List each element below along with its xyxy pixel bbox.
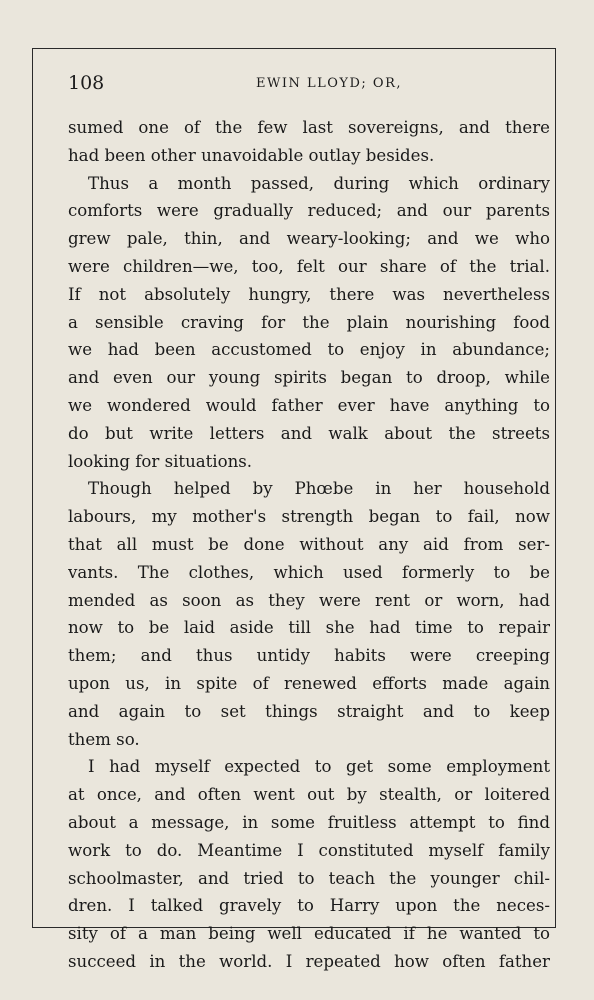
text-line: grew pale, thin, and weary-looking; and we who (68, 229, 550, 249)
page-number: 108 (68, 72, 105, 94)
text-line: a sensible craving for the plain nourishing food (68, 312, 550, 332)
text-line: at once, and often went out by stealth, or loitered (68, 785, 550, 805)
text-line: succeed in the world. I repeated how often father (68, 951, 550, 971)
text-line: Though helped by Phœbe in her household (88, 479, 550, 499)
text-line: now to be laid aside till she had time to repair (68, 618, 550, 638)
text-line: I had myself expected to get some employment (88, 757, 550, 777)
running-title: EWIN LLOYD; OR, (255, 76, 402, 91)
text-line: we had been accustomed to enjoy in abundance; (68, 340, 550, 360)
text-line: had been other unavoidable outlay besides. (68, 145, 435, 165)
text-line: dren. I talked gravely to Harry upon the neces- (68, 896, 550, 916)
text-line: comforts were gradually reduced; and our parents (68, 201, 550, 221)
text-line: that all must be done without any aid from ser- (68, 534, 550, 554)
text-line: were children—we, too, felt our share of the trial. (68, 256, 550, 276)
text-line: mended as soon as they were rent or worn, had (68, 590, 550, 610)
text-line: work to do. Meantime I constituted myself family (68, 840, 550, 860)
text-line: and even our young spirits began to droop, while (68, 368, 550, 388)
text-line: and again to set things straight and to keep (68, 701, 550, 721)
text-line: do but write letters and walk about the streets (68, 423, 550, 443)
text-line: we wondered would father ever have anything to (68, 395, 550, 415)
text-line: about a message, in some fruitless attempt to find (68, 812, 550, 832)
text-line: labours, my mother's strength began to fail, now (68, 507, 550, 527)
text-line: them so. (68, 729, 140, 749)
text-line: sity of a man being well educated if he wanted to (68, 924, 550, 944)
text-line: vants. The clothes, which used formerly to be (68, 562, 550, 582)
body-text (68, 114, 550, 976)
text-line: schoolmaster, and tried to teach the younger chil- (68, 868, 550, 888)
text-line: them; and thus untidy habits were creeping (68, 646, 550, 666)
page-header (68, 72, 550, 100)
text-line: looking for situations. (68, 451, 253, 471)
text-line: Thus a month passed, during which ordinary (88, 173, 550, 193)
text-line: sumed one of the few last sovereigns, and there (68, 118, 550, 137)
text-line: If not absolutely hungry, there was nevertheless (68, 284, 550, 304)
text-line: upon us, in spite of renewed efforts made again (68, 673, 550, 693)
